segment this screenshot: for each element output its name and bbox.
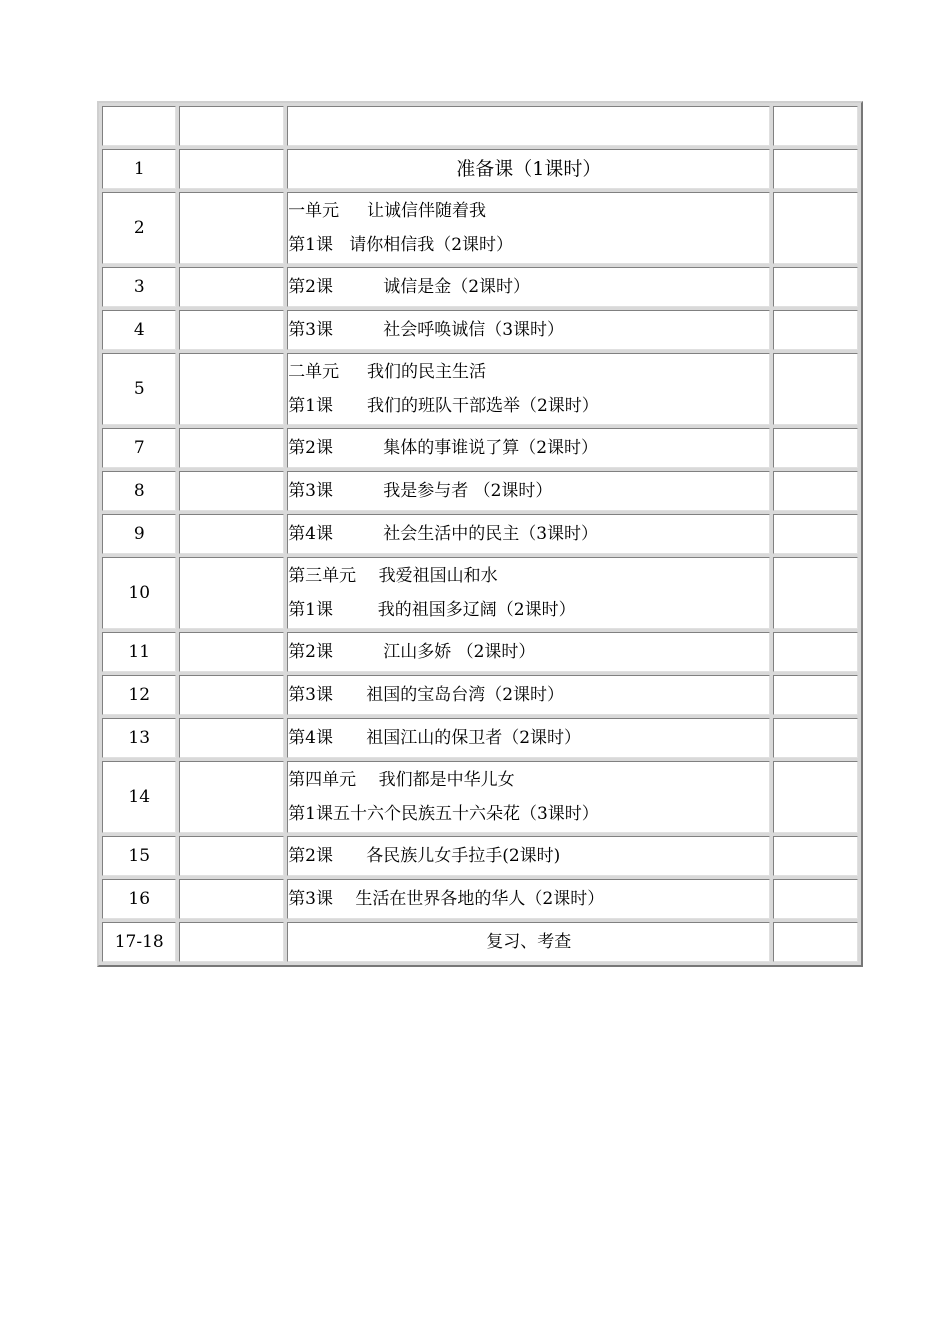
lesson-content-cell bbox=[287, 718, 770, 758]
lesson-line: 准备课（1课时） bbox=[456, 158, 602, 180]
week-cell: 4 bbox=[102, 310, 176, 350]
remark-cell bbox=[773, 192, 858, 264]
date-cell bbox=[179, 761, 284, 833]
week-cell: 12 bbox=[102, 675, 176, 715]
lesson-content-cell bbox=[287, 879, 770, 919]
remark-cell bbox=[773, 149, 858, 189]
header-week-cell bbox=[102, 106, 176, 146]
table-row bbox=[102, 836, 858, 876]
table-row bbox=[102, 922, 858, 962]
date-cell bbox=[179, 149, 284, 189]
table-row bbox=[102, 879, 858, 919]
table-row bbox=[102, 267, 858, 307]
date-cell bbox=[179, 514, 284, 554]
date-cell bbox=[179, 836, 284, 876]
lesson-line: 第三单元 我爱祖国山和水 bbox=[288, 566, 498, 586]
lesson-content-cell bbox=[287, 761, 770, 833]
header-remark-cell bbox=[773, 106, 858, 146]
table-row bbox=[102, 192, 858, 264]
lesson-content-cell bbox=[287, 514, 770, 554]
header-date-cell bbox=[179, 106, 284, 146]
week-cell: 1 bbox=[102, 149, 176, 189]
lesson-line: 第3课 祖国的宝岛台湾（2课时） bbox=[288, 685, 565, 705]
lesson-content-cell bbox=[287, 922, 770, 962]
lesson-content-cell bbox=[287, 267, 770, 307]
week-cell: 15 bbox=[102, 836, 176, 876]
lesson-line: 第2课 集体的事谁说了算（2课时） bbox=[288, 438, 599, 458]
lesson-content-cell bbox=[287, 632, 770, 672]
remark-cell bbox=[773, 675, 858, 715]
lesson-content-cell bbox=[287, 557, 770, 629]
table-row bbox=[102, 557, 858, 629]
date-cell bbox=[179, 471, 284, 511]
lesson-line: 二单元 我们的民主生活 bbox=[288, 362, 486, 382]
lesson-content-cell bbox=[287, 192, 770, 264]
date-cell bbox=[179, 428, 284, 468]
table-row bbox=[102, 761, 858, 833]
date-cell bbox=[179, 879, 284, 919]
remark-cell bbox=[773, 353, 858, 425]
lesson-line: 第3课 我是参与者 （2课时） bbox=[288, 481, 553, 501]
week-cell: 3 bbox=[102, 267, 176, 307]
table-row bbox=[102, 718, 858, 758]
lesson-line: 一单元 让诚信伴随着我 bbox=[288, 201, 486, 221]
lesson-line: 第1课 我们的班队干部选举（2课时） bbox=[288, 396, 599, 416]
schedule-table bbox=[97, 101, 863, 967]
table-row bbox=[102, 353, 858, 425]
remark-cell bbox=[773, 761, 858, 833]
date-cell bbox=[179, 267, 284, 307]
lesson-line: 第4课 祖国江山的保卫者（2课时） bbox=[288, 728, 582, 748]
date-cell bbox=[179, 922, 284, 962]
week-cell: 9 bbox=[102, 514, 176, 554]
week-cell: 8 bbox=[102, 471, 176, 511]
lesson-content-cell bbox=[287, 310, 770, 350]
remark-cell bbox=[773, 836, 858, 876]
date-cell bbox=[179, 353, 284, 425]
week-cell: 16 bbox=[102, 879, 176, 919]
remark-cell bbox=[773, 267, 858, 307]
remark-cell bbox=[773, 471, 858, 511]
week-cell: 13 bbox=[102, 718, 176, 758]
week-cell: 17-18 bbox=[102, 922, 176, 962]
table-row bbox=[102, 632, 858, 672]
lesson-line: 第2课 诚信是金（2课时） bbox=[288, 277, 531, 297]
week-cell: 11 bbox=[102, 632, 176, 672]
lesson-line: 第1课五十六个民族五十六朵花（3课时） bbox=[288, 804, 599, 824]
table-row bbox=[102, 471, 858, 511]
table-row bbox=[102, 675, 858, 715]
lesson-content-cell bbox=[287, 675, 770, 715]
lesson-line: 第4课 社会生活中的民主（3课时） bbox=[288, 524, 599, 544]
date-cell bbox=[179, 675, 284, 715]
lesson-line: 第2课 江山多娇 （2课时） bbox=[288, 642, 536, 662]
week-cell: 5 bbox=[102, 353, 176, 425]
remark-cell bbox=[773, 557, 858, 629]
lesson-content-cell bbox=[287, 471, 770, 511]
table-row bbox=[102, 149, 858, 189]
remark-cell bbox=[773, 718, 858, 758]
date-cell bbox=[179, 192, 284, 264]
lesson-line: 第3课 社会呼唤诚信（3课时） bbox=[288, 320, 565, 340]
remark-cell bbox=[773, 514, 858, 554]
lesson-line: 第2课 各民族儿女手拉手(2课时) bbox=[288, 846, 561, 866]
date-cell bbox=[179, 718, 284, 758]
date-cell bbox=[179, 632, 284, 672]
lesson-content-cell bbox=[287, 836, 770, 876]
remark-cell bbox=[773, 879, 858, 919]
table-row bbox=[102, 514, 858, 554]
header-content-cell bbox=[287, 106, 770, 146]
lesson-line: 第3课 生活在世界各地的华人（2课时） bbox=[288, 889, 605, 909]
lesson-line: 第1课 我的祖国多辽阔（2课时） bbox=[288, 600, 576, 620]
week-cell: 10 bbox=[102, 557, 176, 629]
week-cell: 7 bbox=[102, 428, 176, 468]
remark-cell bbox=[773, 428, 858, 468]
lesson-line: 复习、考查 bbox=[486, 932, 572, 952]
lesson-line: 第1课 请你相信我（2课时） bbox=[288, 235, 514, 255]
date-cell bbox=[179, 310, 284, 350]
lesson-content-cell bbox=[287, 428, 770, 468]
header-row bbox=[102, 106, 858, 146]
remark-cell bbox=[773, 922, 858, 962]
lesson-line: 第四单元 我们都是中华儿女 bbox=[288, 770, 515, 790]
remark-cell bbox=[773, 632, 858, 672]
schedule-body bbox=[102, 106, 858, 962]
lesson-content-cell bbox=[287, 353, 770, 425]
week-cell: 2 bbox=[102, 192, 176, 264]
table-row bbox=[102, 428, 858, 468]
week-cell: 14 bbox=[102, 761, 176, 833]
date-cell bbox=[179, 557, 284, 629]
remark-cell bbox=[773, 310, 858, 350]
lesson-content-cell bbox=[287, 149, 770, 189]
table-row bbox=[102, 310, 858, 350]
